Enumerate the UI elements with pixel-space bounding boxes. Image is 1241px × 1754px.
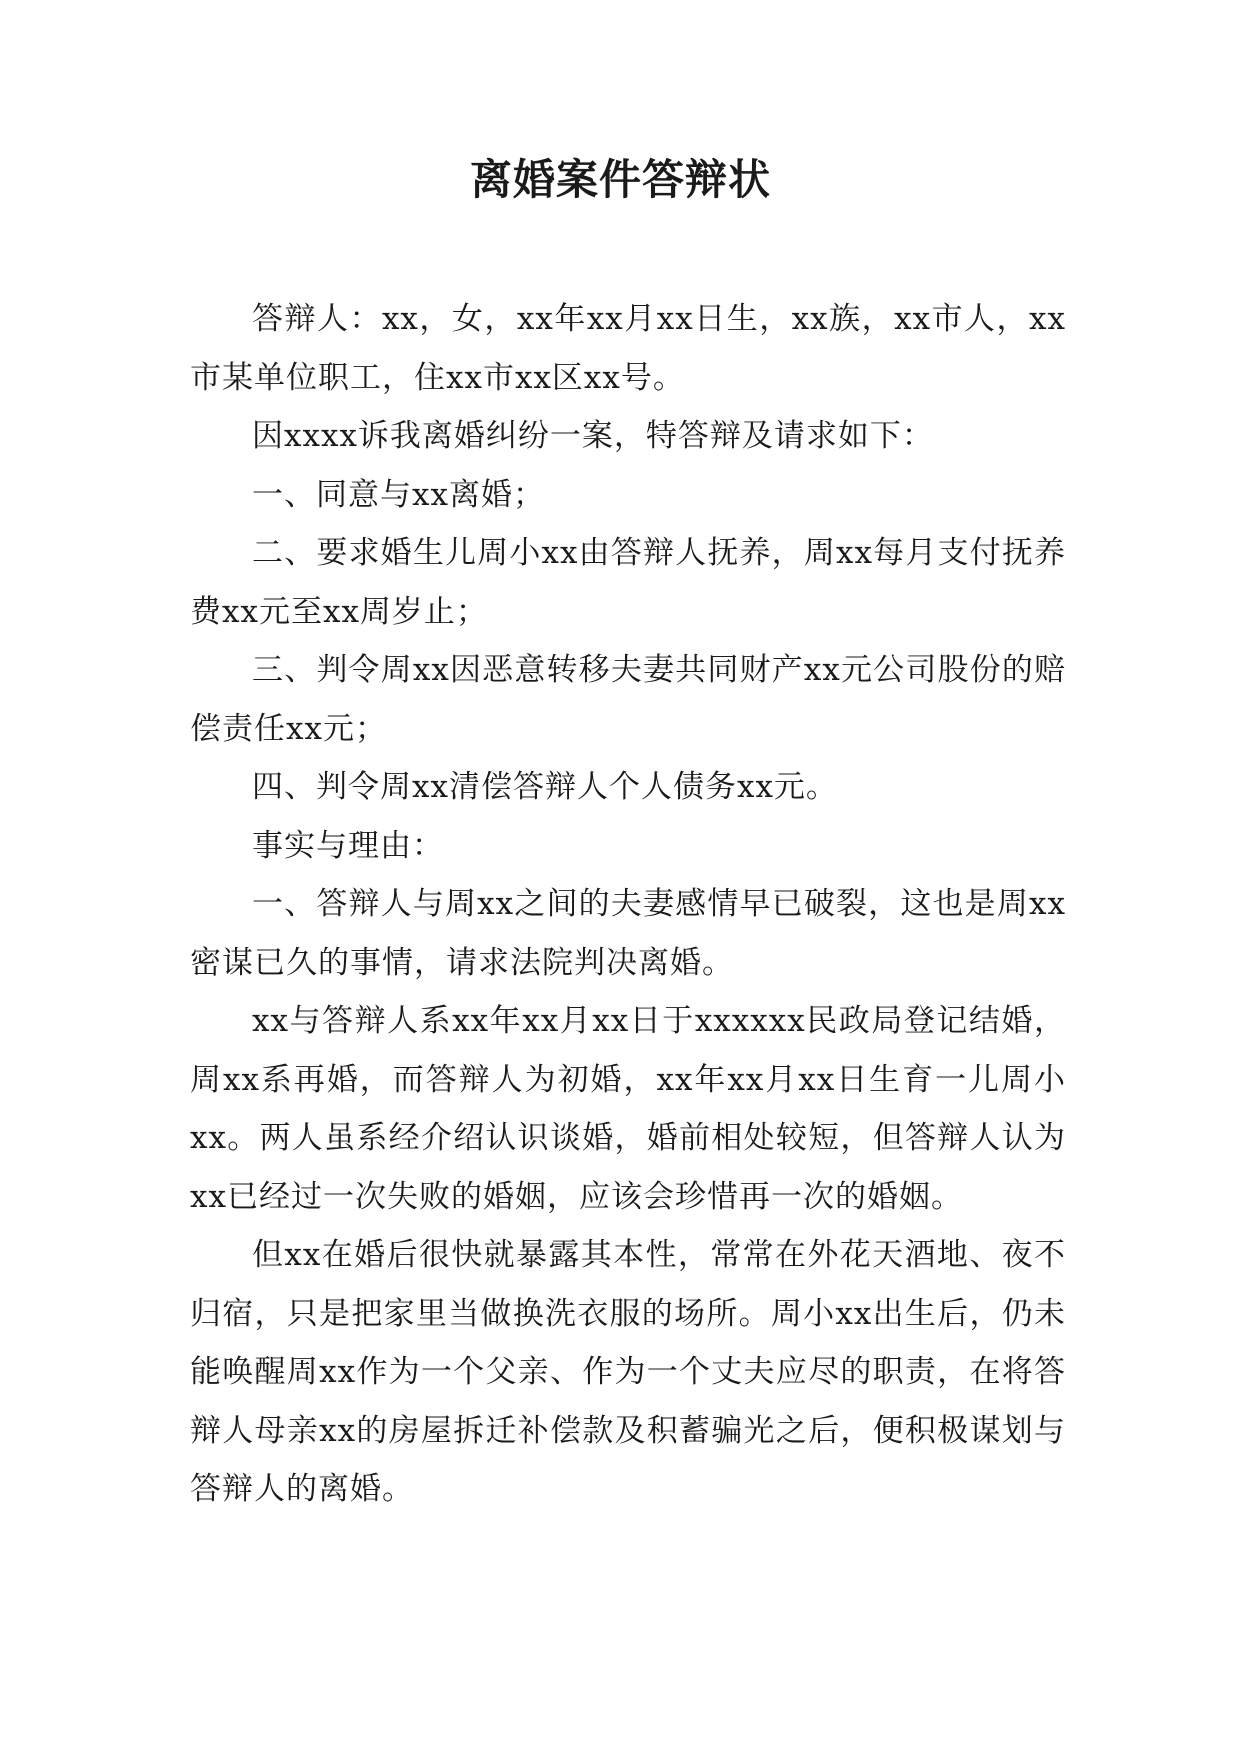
paragraph-case-intro: 因xxxx诉我离婚纠纷一案，特答辩及请求如下： [252, 418, 934, 454]
document-body [190, 290, 1066, 1519]
paragraph-request-4: 四、判令周xx清偿答辩人个人债务xx元。 [252, 769, 838, 805]
paragraph-facts-heading: 事实与理由： [252, 827, 444, 864]
paragraph-reason-1: 一、答辩人与周xx之间的夫妻感情早已破裂，这也是周xx密谋已久的事情，请求法院判决离婚。 [190, 886, 1066, 981]
paragraph-request-2: 二、要求婚生儿周小xx由答辩人抚养，周xx每月支付抚养费xx元至xx周岁止； [190, 535, 1066, 630]
paragraph-marriage-history: xx与答辩人系xx年xx月xx日于xxxxxx民政局登记结婚，周xx系再婚，而答辩人为初婚，xx年xx月xx日生育一儿周小xx。两人虽系经介绍认识谈婚，婚前相处较短，但答辩人认为xx已经过一次失败的婚姻，应该会珍惜再一次的婚姻。 [190, 1003, 1066, 1215]
paragraph-request-3: 三、判令周xx因恶意转移夫妻共同财产xx元公司股份的赔偿责任xx元； [190, 652, 1066, 747]
paragraph-request-1: 一、同意与xx离婚； [252, 476, 545, 513]
document-title: 离婚案件答辩状 [469, 155, 771, 204]
paragraph-conduct: 但xx在婚后很快就暴露其本性，常常在外花天酒地、夜不归宿，只是把家里当做换洗衣服的场所。周小xx出生后，仍未能唤醒周xx作为一个父亲、作为一个丈夫应尽的职责，在将答辩人母亲xx的房屋拆迁补偿款及积蓄骗光之后，便积极谋划与答辩人的离婚。 [190, 1237, 1066, 1507]
paragraph-respondent-info: 答辩人：xx，女，xx年xx月xx日生，xx族，xx市人，xx市某单位职工，住xx市xx区xx号。 [190, 301, 1066, 396]
